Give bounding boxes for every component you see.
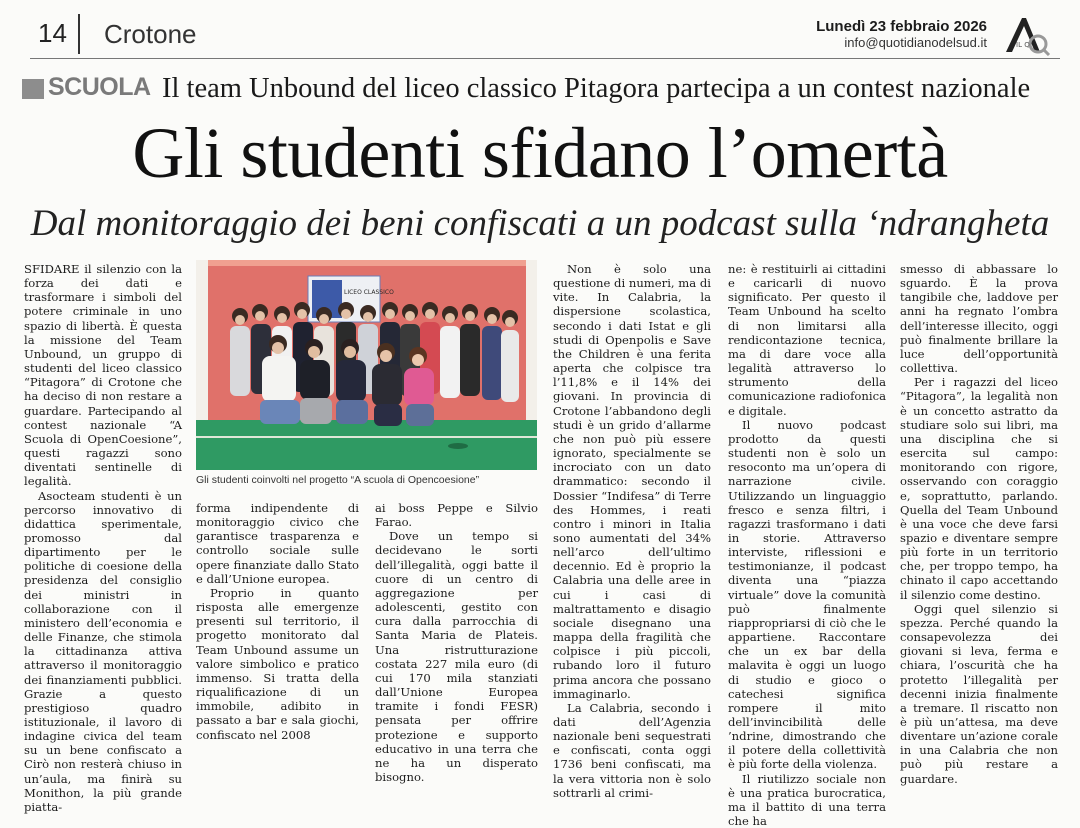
paragraph: smesso di abbassare lo sguardo. È la prova tangibile che, laddove per anni ha regnato l’ombra dell’interesse illecito, oggi può finalmente brillare la luce dell’opportunità collettiva.: [900, 262, 1058, 376]
article-column-2: [196, 501, 359, 742]
paragraph: Oggi quel silenzio si spezza. Perché quando la consapevolezza dei giovani si leva, ferma e chiara, l’oscurità che ha protetto l’illegalità per decenni inizia finalmente a tremare. Il riscatto non è più un’attesa, ma deve diventare un’azione corale in una Calabria che non può più restare a guardare.: [900, 601, 1058, 786]
article-column-3: [375, 501, 538, 784]
paragraph: Per i ragazzi del liceo “Pitagora”, la legalità non è un concetto astratto da studiare solo sui libri, ma una disciplina che si esercita sul campo: monitorando con rigore, osservando con coraggio e, soprattutto, parlando. Quella del Team Unbound è una voce che deve farsi spazio e diventare sempre più forte in un territorio che, per troppo tempo, ha chinato il capo accettando il silenzio come destino.: [900, 375, 1058, 602]
paragraph: forma indipendente di monitoraggio civico che garantisce trasparenza e controllo sociale sulle opere finanziate dallo Stato e dall’Unione europea.: [196, 501, 359, 586]
paragraph: Dove un tempo si decidevano le sorti dell’illegalità, oggi batte il cuore di un centro di aggregazione per adolescenti, gestito con cura dalla parrocchia di Santa Maria de Plateis. Una ristrutturazione costata 227 mila euro (di cui 170 mila stanziati dall’Unione Europea tramite i fondi FESR) pensata per offrire protezione e supporto educativo in una terra che ne ha un disperato bisogno.: [375, 529, 538, 784]
logo-lettering: IL Q: [1016, 41, 1030, 49]
paragraph: Proprio in quanto risposta alle emergenze presenti sul territorio, il progetto monitorato dal Team Unbound assume un valore simbolico e pratico immenso. Si tratta della riqualificazione di un immobile, adibito in passato a bar e sala giochi, confiscato nel 2008: [196, 585, 359, 742]
banner-text: LICEO CLASSICO: [344, 289, 394, 296]
article-column-5: [728, 262, 886, 828]
headline: Gli studenti sfidano l’omertà: [132, 113, 948, 193]
paragraph: ai boss Peppe e Silvio Farao.: [375, 501, 538, 530]
subheadline: Dal monitoraggio dei beni confiscati a un podcast sulla ‘ndrangheta: [30, 203, 1050, 244]
paragraph: La Calabria, secondo i dati dell’Agenzia nazionale beni sequestrati e confiscati, conta oggi 1736 beni confiscati, ma la vera vittoria non è solo sottrarli al crimi-: [553, 700, 711, 800]
paragraph: Il riutilizzo sociale non è una pratica burocratica, ma il battito di una terra che ha: [728, 771, 886, 828]
header-divider: [78, 14, 80, 54]
section-name: Crotone: [104, 19, 197, 49]
photo-caption: Gli studenti coinvolti nel progetto “A scuola di Opencoesione”: [196, 474, 480, 486]
page-number: 14: [38, 18, 67, 48]
paragraph: SFIDARE il silenzio con la forza dei dati e trasformare i simboli del potere criminale in uno spazio di libertà. È questa la missione del Team Unbound, un gruppo di studenti del liceo classico “Pitagora” di Crotone che ha deciso di non restare a guardare. Partecipando al contest nazionale “A Scuola di OpenCoesione”, questi ragazzi sono diventati sentinelle di legalità.: [24, 262, 182, 489]
paragraph: ne: è restituirli ai cittadini e caricarli di nuovo significato. Per questo il Team Unbound ha scelto di non limitarsi alla rendicontazione tecnica, ma di dare voce alla legalità attraverso lo strumento della comunicazione radiofonica e digitale.: [728, 262, 886, 418]
newspaper-logo-icon: [1002, 14, 1052, 56]
paragraph: Il nuovo podcast prodotto da questi studenti non è solo un resoconto ma un’opera di narrazione civile. Utilizzando un linguaggio fresco e senza filtri, i ragazzi trasformano i dati in storie. Attraverso interviste, riflessioni e testimonianze, il podcast diventa una “piazza virtuale” dove la comunità può finalmente riappropriarsi di ciò che le appartiene. Raccontare che un ex bar della malavita è oggi un luogo di studio e gioco o catechesi significa rompere il mito dell’invincibilità delle ’ndrine, dimostrando che il potere della collettività è più forte della violenza.: [728, 417, 886, 772]
overline: Il team Unbound del liceo classico Pitagora partecipa a un contest nazionale: [162, 73, 1031, 104]
paragraph: Non è solo una questione di numeri, ma di vite. In Calabria, la dispersione scolastica, secondo i dati Istat e gli studi di Openpolis e Save the Children è una ferita aperta che colpisce tra l’11,8% e il 14% dei giovani. In provincia di Crotone l’abbandono degli studi è un grido d’allarme che non può più essere ignorato, specialmente se incrociato con un dato drammatico: secondo il Dossier “Indifesa” di Terre des Hommes, i reati contro i minori in Italia sono aumentati del 34% nell’arco dell’ultimo decennio. Ed è proprio la Calabria una delle aree in cui i casi di maltrattamento e disagio sociale disegnano una mappa della fragilità che colpisce i più piccoli, rubando loro il futuro prima ancora che possano immaginarlo.: [553, 262, 712, 701]
article-column-4: [553, 262, 711, 800]
group-photo: [196, 260, 537, 470]
kicker-marker: [22, 79, 44, 99]
article-column-1: [24, 262, 182, 814]
contact-email: info@quotidianodelsud.it: [844, 35, 987, 50]
kicker-label: SCUOLA: [48, 73, 151, 101]
issue-date: Lunedì 23 febbraio 2026: [816, 18, 987, 35]
article-column-6: [900, 262, 1058, 786]
paragraph: Asocteam studenti è un percorso innovativo di didattica sperimentale, promosso dal dipartimento per le politiche di coesione della presidenza del consiglio dei ministri in collaborazione con il ministero dell’economia e delle Finanze, che stimola la cittadinanza attiva attraverso il monitoraggio dei finanziamenti pubblici. Grazie a questo prestigioso quadro istituzionale, il lavoro di indagine civica del team su un bene confiscato a Cirò non resterà chiuso in un’aula, ma finirà su Monithon, la più grande piatta-: [24, 488, 182, 814]
header-rule: [30, 58, 1060, 59]
